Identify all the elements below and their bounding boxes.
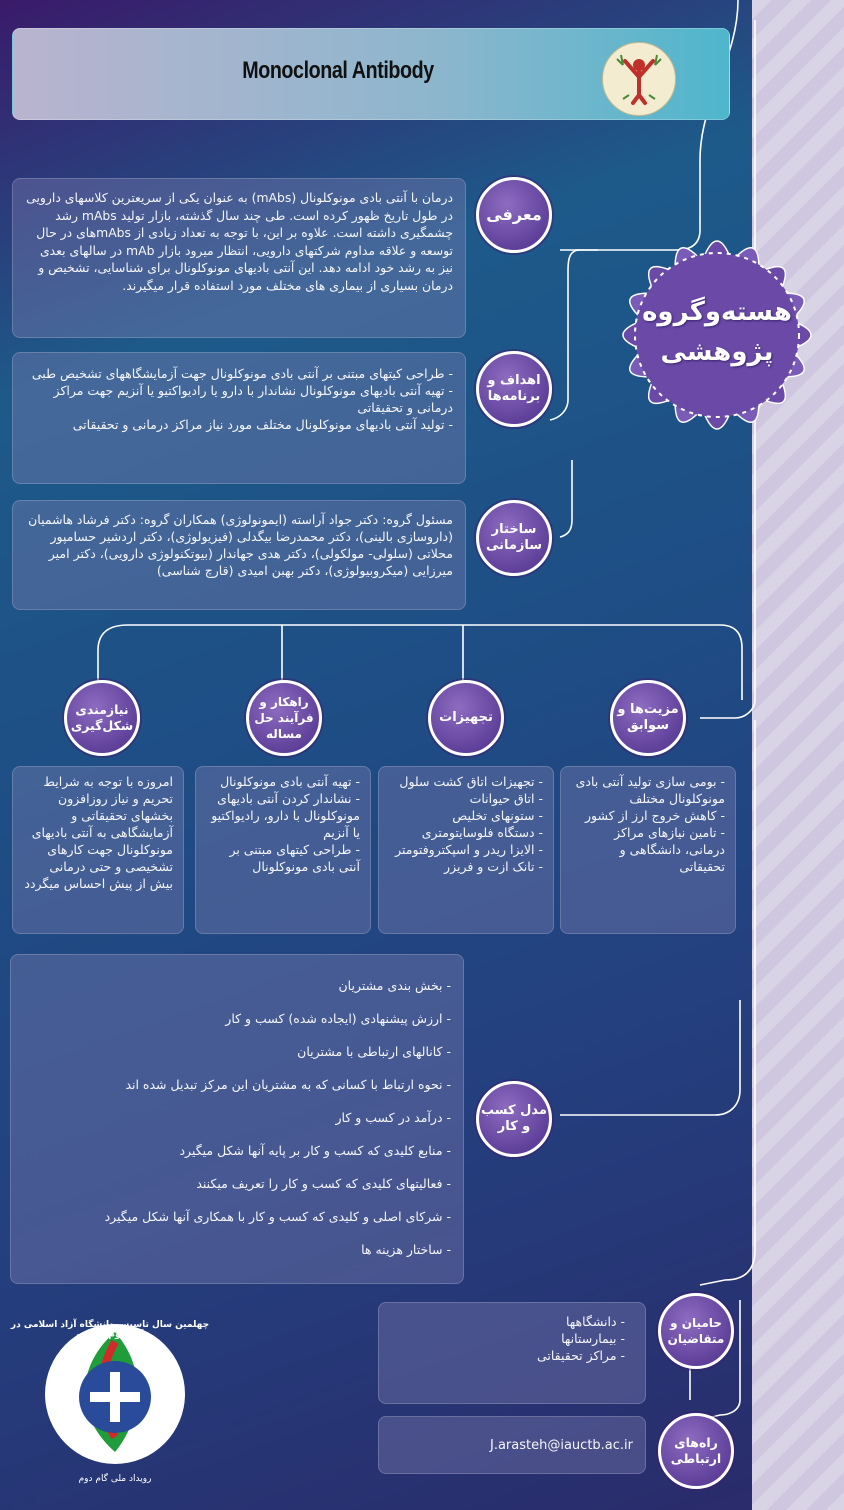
goal-item: - تولید آنتی بادیهای مونوکلونال مختلف مورد نیاز مراکز درمانی و تحقیقاتی [72, 417, 453, 432]
solution-panel [195, 766, 371, 934]
advantage-item: - کاهش خروج ارز از کشور [584, 808, 725, 823]
advantage-item: - بومی سازی تولید آنتی بادی مونوکلونال مختلف [575, 774, 725, 806]
sponsors-list [379, 1303, 645, 1364]
goals-circle[interactable] [476, 351, 552, 427]
goals-label: اهداف و برنامه‌ها [487, 373, 541, 404]
equipment-item: - تانک ازت و فریزر [444, 859, 543, 874]
emblem-caption: رویداد ملی گام دوم [78, 1474, 152, 1484]
contact-email[interactable]: J.arasteh@iauctb.ac.ir [490, 1438, 633, 1453]
sponsor-item: - دانشگاهها [565, 1314, 625, 1329]
sponsor-item: - مراکز تحقیقاتی [536, 1348, 625, 1363]
business-item: - ساختار هزینه ها [361, 1242, 451, 1257]
intro-label: معرفی [486, 205, 542, 224]
goal-item: - طراحی کیتهای مبتنی بر آنتی بادی مونوکلونال جهت آزمایشگاههای تشخیص طبی [31, 366, 453, 381]
contact-panel [378, 1416, 646, 1474]
need-panel [12, 766, 184, 934]
contact-label: راه‌های ارتباطی [670, 1435, 722, 1466]
structure-text: مسئول گروه: دکتر جواد آراسته (ایمونولوژی) همکاران گروه: دکتر فرشاد هاشمیان (داروسازی بالینی)، دکتر محمدرضا بیگدلی (فیزیولوژی)، دکتر اردشیر حسامپور محلاتی (سلولی- مولکولی)، دکتر هدی جهاندار (بیوتکنولوژی دارویی)، دکتر امیر میرزایی (میکروبیولوژی)، دکتر بهبن امیدی (قارچ شناسی) [28, 512, 453, 578]
sponsor-item: - بیمارستانها [561, 1331, 625, 1346]
advantages-circle[interactable] [610, 680, 686, 756]
advantage-item: - تامین نیازهای مراکز درمانی، دانشگاهی و تحقیقاتی [614, 825, 725, 874]
business-item: - کانالهای ارتباطی با مشتریان [297, 1044, 451, 1059]
badge-title: هسته‌وگروه پژوهشی [642, 297, 792, 367]
solution-item: - تهیه آنتی بادی مونوکلونال [220, 774, 360, 789]
sponsors-circle[interactable] [658, 1293, 734, 1369]
business-item: - نحوه ارتباط با کسانی که به مشتریان این مرکز تبدیل شده اند [125, 1077, 451, 1092]
equipment-item: - الایزا ریدر و اسپکتروفتومتر [395, 842, 543, 857]
structure-circle[interactable] [476, 500, 552, 576]
equipment-list [379, 767, 553, 875]
sponsors-label: حامیان و متقاضیان [667, 1316, 725, 1346]
logo-icon [603, 43, 675, 115]
solution-list [196, 767, 370, 875]
equipment-item: - دستگاه فلوسایتومتری [421, 825, 543, 840]
business-item: - شرکای اصلی و کلیدی که کسب و کار با همکاری آنها شکل میگیرد [104, 1209, 451, 1224]
emblem-arc-text: چهلمین سال تاسیس دانشگاه آزاد اسلامی در گام دوم انقلاب [10, 1320, 210, 1340]
page-title: Monoclonal Antibody [242, 57, 434, 84]
business-list [11, 955, 463, 1258]
need-text: امروزه با توجه به شرایط تحریم و نیاز روزافزون بخشهای تحقیقاتی و آزمایشگاهی به آنتی بادیهای مونوکلونال جهت کارهای تشخیصی و حتی درمانی بیش از پیش احساس میگردد [24, 774, 173, 891]
equipment-item: - ستونهای تخلیص [452, 808, 543, 823]
goals-panel [12, 352, 466, 484]
equipment-circle[interactable] [428, 680, 504, 756]
business-panel [10, 954, 464, 1284]
business-item: - درآمد در کسب و کار [335, 1110, 451, 1125]
equipment-panel [378, 766, 554, 934]
goals-list [13, 353, 465, 433]
goal-item: - تهیه آنتی بادیهای مونوکلونال نشاندار با دارو یا رادیواکتیو یا آنزیم جهت مراکز درمانی و تحقیقاتی [53, 383, 453, 415]
advantages-label: مزیت‌ها و سوابق [617, 702, 679, 733]
need-circle[interactable] [64, 680, 140, 756]
solution-circle[interactable] [246, 680, 322, 756]
business-label: مدل کسب و کار [481, 1103, 547, 1134]
group-logo [602, 42, 676, 116]
solution-label: راهکار و فرآیند حل مساله [254, 695, 314, 741]
business-circle[interactable] [476, 1081, 552, 1157]
business-item: - منابع کلیدی که کسب و کار بر پایه آنها شکل میگیرد [179, 1143, 451, 1158]
business-item: - ارزش پیشنهادی (ایجاده شده) کسب و کار [225, 1011, 451, 1026]
equipment-item: - اتاق حیوانات [469, 791, 543, 806]
equipment-item: - تجهیزات اتاق کشت سلول [399, 774, 543, 789]
need-label: نیازمندی شکل‌گیری [70, 702, 134, 733]
business-item: - فعالیتهای کلیدی که کسب و کار را تعریف میکنند [196, 1176, 451, 1191]
contact-circle[interactable] [658, 1413, 734, 1489]
solution-item: - نشاندار کردن آنتی بادیهای مونوکلونال با دارو، رادیواکتیو یا آنزیم [211, 791, 360, 840]
structure-panel [12, 500, 466, 610]
intro-circle[interactable] [476, 177, 552, 253]
advantages-panel [560, 766, 736, 934]
sponsors-panel [378, 1302, 646, 1404]
equipment-label: تجهیزات [439, 710, 493, 725]
advantages-list [561, 767, 735, 875]
intro-text: درمان با آنتی بادی مونوکلونال (mAbs) به عنوان یکی از سریعترین کلاسهای دارویی در طول تاریخ ظهور کرده است. طی چند سال گذشته، بازار تولید mAbs رشد چشمگیری داشته است. علاوه بر این، با توجه به تعداد زیادی از mAbsهای در حال توسعه و علاقه مداوم شرکتهای دارویی، انتظار میرود بازار mAb در سالهای بعدی نیز به رشد خود ادامه دهد. این آنتی بادیهای مونوکلونال برای شناسایی، تشخیص و درمان بسیاری از بیماری های مختلف مورد استفاده قرار میگیرند. [26, 190, 453, 293]
solution-item: - طراحی کیتهای مبتنی بر آنتی بادی مونوکلونال [229, 842, 360, 874]
structure-label: ساختار سازمانی [485, 522, 543, 553]
business-item: - بخش بندی مشتریان [338, 978, 451, 993]
intro-panel [12, 178, 466, 338]
